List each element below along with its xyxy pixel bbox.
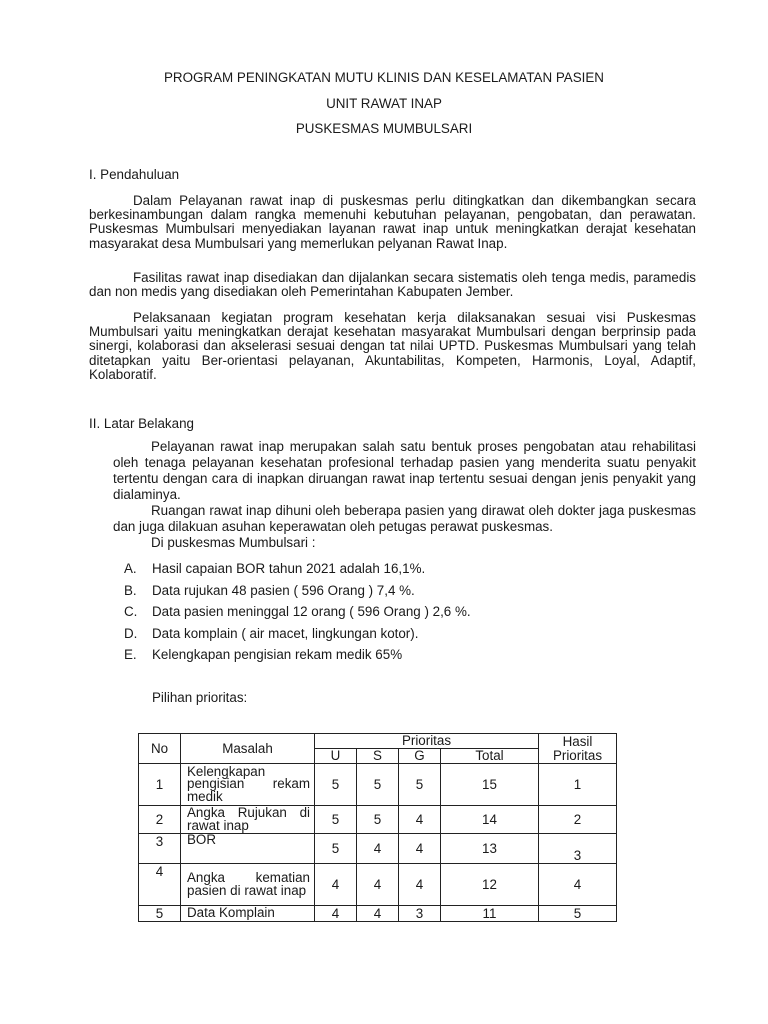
table-row bbox=[139, 906, 617, 922]
paragraph-text: Fasilitas rawat inap disediakan dan dijalankan secara sistematis oleh tenga medis, paramedis dan non medis yang disediakan oleh Pemerintahan Kabupaten Jember. bbox=[89, 270, 696, 300]
document-subtitle-unit: UNIT RAWAT INAP bbox=[326, 96, 442, 111]
cell-s: 4 bbox=[357, 864, 399, 906]
header-no: No bbox=[139, 734, 181, 764]
header-s: S bbox=[357, 749, 399, 764]
priority-choice-label: Pilihan prioritas: bbox=[152, 690, 248, 705]
table-row bbox=[139, 834, 617, 864]
cell-masalah: Data Komplain bbox=[181, 906, 315, 922]
cell-no: 2 bbox=[139, 806, 181, 834]
findings-list bbox=[124, 558, 471, 666]
header-g: G bbox=[399, 749, 441, 764]
header-total: Total bbox=[441, 749, 539, 764]
header-u: U bbox=[315, 749, 357, 764]
list-text: Kelengkapan pengisian rekam medik 65% bbox=[152, 647, 403, 662]
list-letter: D. bbox=[124, 625, 138, 641]
list-item bbox=[124, 623, 471, 645]
list-item bbox=[124, 558, 471, 580]
cell-u: 5 bbox=[315, 806, 357, 834]
cell-total: 15 bbox=[441, 764, 539, 806]
cell-masalah: Angka kematian pasien di rawat inap bbox=[181, 864, 315, 906]
table-row bbox=[139, 864, 617, 906]
list-text: Data komplain ( air macet, lingkungan kotor). bbox=[152, 625, 419, 641]
document-subtitle-puskesmas: PUSKESMAS MUMBULSARI bbox=[295, 121, 473, 136]
list-text: Data rujukan 48 pasien ( 596 Orang ) 7,4 %. bbox=[152, 582, 415, 598]
paragraph-text: Pelayanan rawat inap merupakan salah satu bentuk proses pengobatan atau rehabilitasi oleh tenaga pelayanan kesehatan profesional terhadap pasien yang menderita suatu penyakit tertentu dengan cara di inapkan diruangan rawat inap tertentu sesuai dengan jenis penyakit yang dialaminya. bbox=[113, 439, 696, 502]
list-item bbox=[124, 580, 471, 602]
cell-hasil: 1 bbox=[539, 764, 617, 806]
table-header-row bbox=[139, 734, 617, 749]
cell-total: 12 bbox=[441, 864, 539, 906]
paragraph-text: Dalam Pelayanan rawat inap di puskesmas perlu ditingkatkan dan dikembangkan secara berkesinambungan dalam rangka memenuhi kebutuhan pelayanan, pengobatan, dan perawatan. Puskesmas Mumbulsari menyediakan layanan rawat inap untuk meningkatkan derajat kesehatan masyarakat desa Mumbulsari yang memerlukan pelyanan Rawat Inap. bbox=[89, 193, 696, 251]
cell-g: 3 bbox=[399, 906, 441, 922]
paragraph-text: Pelaksanaan kegiatan program kesehatan kerja dilaksanakan sesuai visi Puskesmas Mumbulsari yaitu meningkatkan derajat kesehatan masyarakat Mumbulsari dengan berprinsip pada sinergi, kolaborasi dan akselerasi sesuai dengan tat nilai UPTD. Puskesmas Mumbulsari yang telah ditetapkan yaitu Ber-orientasi pelayanan, Akuntabilitas, Kompeten, Harmonis, Loyal, Adaptif, Kolaboratif. bbox=[89, 310, 696, 382]
cell-g: 4 bbox=[399, 834, 441, 864]
cell-g: 4 bbox=[399, 864, 441, 906]
list-text: Data pasien meninggal 12 orang ( 596 Orang ) 2,6 %. bbox=[152, 604, 471, 619]
list-item bbox=[124, 601, 471, 623]
list-text: Hasil capaian BOR tahun 2021 adalah 16,1%. bbox=[152, 561, 426, 576]
cell-total: 14 bbox=[441, 806, 539, 834]
paragraph-pendahuluan-1 bbox=[89, 194, 696, 251]
cell-g: 5 bbox=[399, 764, 441, 806]
cell-no: 5 bbox=[139, 906, 181, 922]
header-masalah: Masalah bbox=[181, 734, 315, 764]
list-letter: A. bbox=[124, 561, 137, 576]
paragraph-latar-belakang-2 bbox=[113, 503, 696, 535]
cell-s: 4 bbox=[357, 834, 399, 864]
cell-s: 4 bbox=[357, 906, 399, 922]
cell-u: 4 bbox=[315, 864, 357, 906]
header-hasil-prioritas: Hasil Prioritas bbox=[539, 734, 617, 764]
list-letter: E. bbox=[124, 647, 137, 662]
cell-masalah: Angka Rujukan di rawat inap bbox=[181, 806, 315, 834]
cell-hasil: 2 bbox=[539, 806, 617, 834]
paragraph-pendahuluan-2 bbox=[89, 271, 696, 299]
cell-no: 3 bbox=[139, 834, 181, 864]
cell-total: 11 bbox=[441, 906, 539, 922]
cell-total: 13 bbox=[441, 834, 539, 864]
section-heading-latar-belakang: II. Latar Belakang bbox=[89, 416, 194, 431]
paragraph-text: Ruangan rawat inap dihuni oleh beberapa pasien yang dirawat oleh dokter jaga puskesmas dan juga dilakuan asuhan keperawatan oleh petugas perawat puskesmas. bbox=[113, 503, 696, 534]
cell-s: 5 bbox=[357, 806, 399, 834]
cell-u: 5 bbox=[315, 764, 357, 806]
cell-masalah: BOR bbox=[181, 834, 315, 864]
list-letter: C. bbox=[124, 604, 138, 619]
list-item bbox=[124, 644, 471, 666]
header-prioritas: Prioritas bbox=[315, 734, 539, 749]
section-heading-pendahuluan: I. Pendahuluan bbox=[89, 167, 180, 182]
cell-s: 5 bbox=[357, 764, 399, 806]
cell-hasil: 3 bbox=[539, 834, 617, 864]
document-title: PROGRAM PENINGKATAN MUTU KLINIS DAN KESELAMATAN PASIEN bbox=[164, 70, 604, 85]
paragraph-latar-belakang-1 bbox=[113, 439, 696, 503]
priority-table bbox=[138, 733, 617, 922]
list-letter: B. bbox=[124, 582, 137, 598]
table-row bbox=[139, 764, 617, 806]
cell-u: 4 bbox=[315, 906, 357, 922]
cell-no: 4 bbox=[139, 864, 181, 906]
table-row bbox=[139, 806, 617, 834]
cell-hasil: 4 bbox=[539, 864, 617, 906]
cell-no: 1 bbox=[139, 764, 181, 806]
cell-hasil: 5 bbox=[539, 906, 617, 922]
paragraph-latar-belakang-3: Di puskesmas Mumbulsari : bbox=[151, 535, 316, 550]
cell-u: 5 bbox=[315, 834, 357, 864]
cell-masalah: Kelengkapan pengisian rekam medik bbox=[181, 764, 315, 806]
paragraph-pendahuluan-3 bbox=[89, 311, 696, 382]
cell-g: 4 bbox=[399, 806, 441, 834]
